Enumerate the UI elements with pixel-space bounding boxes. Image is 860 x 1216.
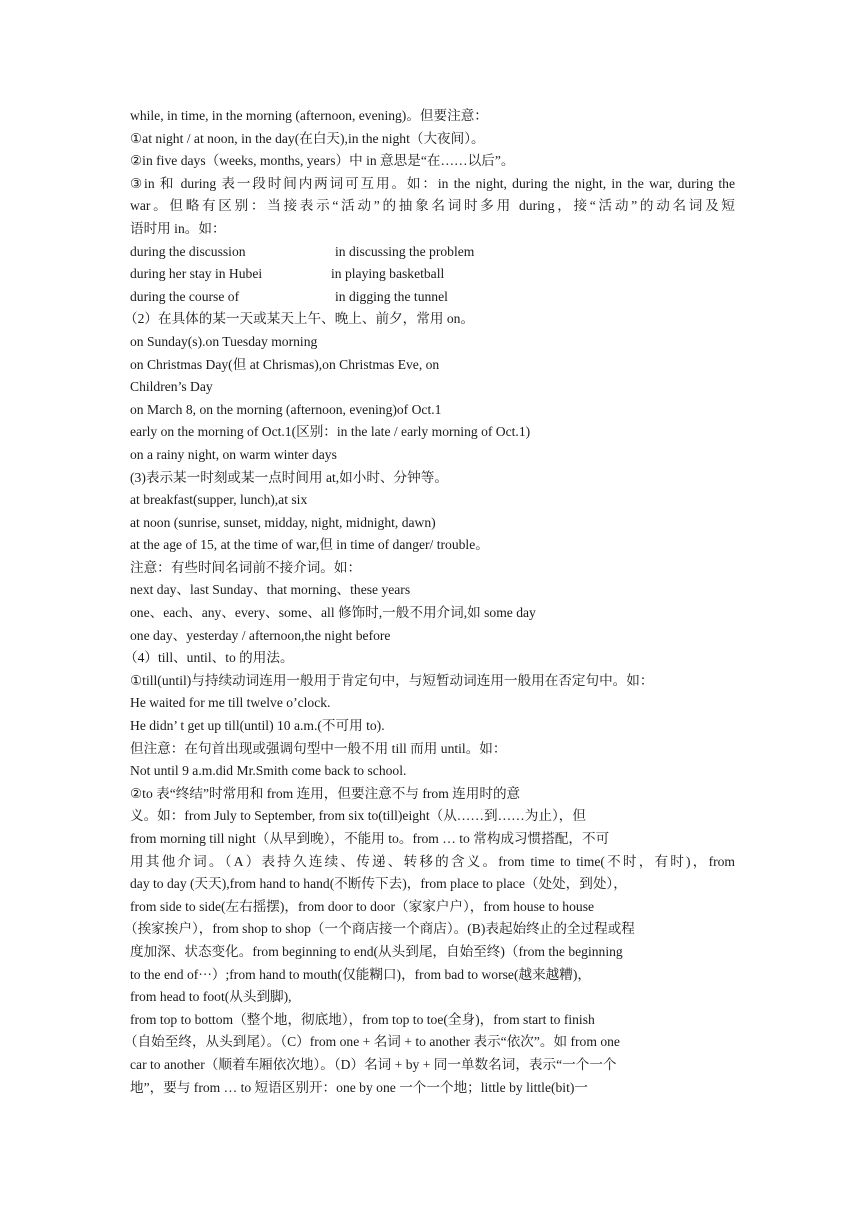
section-heading: (3)表示某一时刻或某一点时间用 at,如小时、分钟等。 <box>130 469 448 485</box>
text-line: Children’s Day <box>130 379 213 395</box>
text-line: ②to 表“终结”时常用和 from 连用，但要注意不与 from 连用时的意 <box>130 785 521 801</box>
text-line: He waited for me till twelve o’clock. <box>130 695 331 711</box>
text-line: on Christmas Day(但 at Chrismas),on Christmas Eve, on <box>130 356 440 372</box>
text-line: car to another（顺着车厢依次地）。（D）名词 + by + 同一单数名词，表示“一个一个 <box>130 1056 617 1072</box>
text-line: at the age of 15, at the time of war,但 in time of danger/ trouble。 <box>130 537 489 553</box>
text-line: at breakfast(supper, lunch),at six <box>130 492 308 508</box>
text-line: 义。如：from July to September, from six to(till)eight（从……到……为止），但 <box>130 808 586 824</box>
document-body <box>124 105 735 1099</box>
example-pair-row <box>130 286 735 309</box>
text-line: from morning till night（从早到晚），不能用 to。from … to 常构成习惯搭配，不可 <box>130 831 610 846</box>
text-line: （挨家挨户），from shop to shop（一个商店接一个商店）。(B)表起始终止的全过程或程 <box>124 921 635 937</box>
section-heading: （2）在具体的某一天或某天上午、晚上、前夕，常用 on。 <box>124 311 475 327</box>
text-line: Not until 9 a.m.did Mr.Smith come back to school. <box>130 763 407 779</box>
example-during: during the course of <box>130 288 240 304</box>
text-line: while, in time, in the morning (afternoon, evening)。但要注意： <box>130 108 488 123</box>
text-line: next day、last Sunday、that morning、these years <box>130 582 411 598</box>
example-during: during the discussion <box>130 243 246 259</box>
text-line: ①at night / at noon, in the day(在白天),in the night（大夜间）。 <box>130 130 485 146</box>
text-line: war。但略有区别：当接表示“活动”的抽象名词时多用 during，接“活动”的动名词及短 <box>130 198 735 214</box>
example-in: in discussing the problem <box>335 243 475 259</box>
text-line: 但注意：在句首出现或强调句型中一般不用 till 而用 until。如： <box>130 740 507 756</box>
text-line: to the end of···）;from hand to mouth(仅能糊口)，from bad to worse(越来越糟)， <box>130 966 591 982</box>
example-pair-row <box>130 263 735 286</box>
text-line: 用其他介词。（A）表持久连续、传递、转移的含义。from time to time(不时，有时)，from <box>130 853 735 869</box>
text-line: 度加深、状态变化。from beginning to end(从头到尾，自始至终)（from the beginning <box>130 943 623 959</box>
text-line: one day、yesterday / afternoon,the night before <box>130 627 391 643</box>
text-line: on March 8, on the morning (afternoon, evening)of Oct.1 <box>130 401 442 417</box>
text-line: 注意：有些时间名词前不接介词。如： <box>130 559 362 575</box>
text-line: from head to foot(从头到脚), <box>130 989 292 1005</box>
text-line: ①till(until)与持续动词连用一般用于肯定句中，与短暂动词连用一般用在否定句中。如： <box>130 672 654 688</box>
text-line: early on the morning of Oct.1(区别：in the late / early morning of Oct.1) <box>130 424 531 440</box>
text-line: from top to bottom（整个地，彻底地），from top to toe(全身)，from start to finish <box>130 1011 595 1027</box>
example-during: during her stay in Hubei <box>130 266 263 282</box>
example-in: in digging the tunnel <box>335 288 448 304</box>
text-line: on a rainy night, on warm winter days <box>130 446 337 462</box>
example-pair-row <box>130 241 735 264</box>
text-line: one、each、any、every、some、all 修饰时,一般不用介词,如 some day <box>130 605 536 621</box>
text-line: from side to side(左右摇摆)，from door to door（家家户户），from house to house <box>130 898 595 914</box>
text-line: He didn’ t get up till(until) 10 a.m.(不可用 to). <box>130 718 385 734</box>
text-line: on Sunday(s).on Tuesday morning <box>130 333 318 349</box>
text-line: 语时用 in。如： <box>130 220 226 236</box>
text-line: day to day (天天),from hand to hand(不断传下去)，from place to place（处处，到处）， <box>130 876 627 892</box>
text-line: at noon (sunrise, sunset, midday, night, midnight, dawn) <box>130 514 436 530</box>
text-line: （自始至终，从头到尾）。（C）from one + 名词 + to another 表示“依次”。如 from one <box>124 1034 620 1050</box>
text-line: 地”，要与 from … to 短语区别开：one by one 一个一个地；little by little(bit)一 <box>130 1079 588 1095</box>
text-line: ③in 和 during 表一段时间内两词可互用。如：in the night, during the night, in the war, during the <box>130 175 735 191</box>
example-in: in playing basketball <box>331 266 445 282</box>
text-line: ②in five days（weeks, months, years）中 in 意思是“在……以后”。 <box>130 153 515 169</box>
section-heading: （4）till、until、to 的用法。 <box>124 650 294 666</box>
